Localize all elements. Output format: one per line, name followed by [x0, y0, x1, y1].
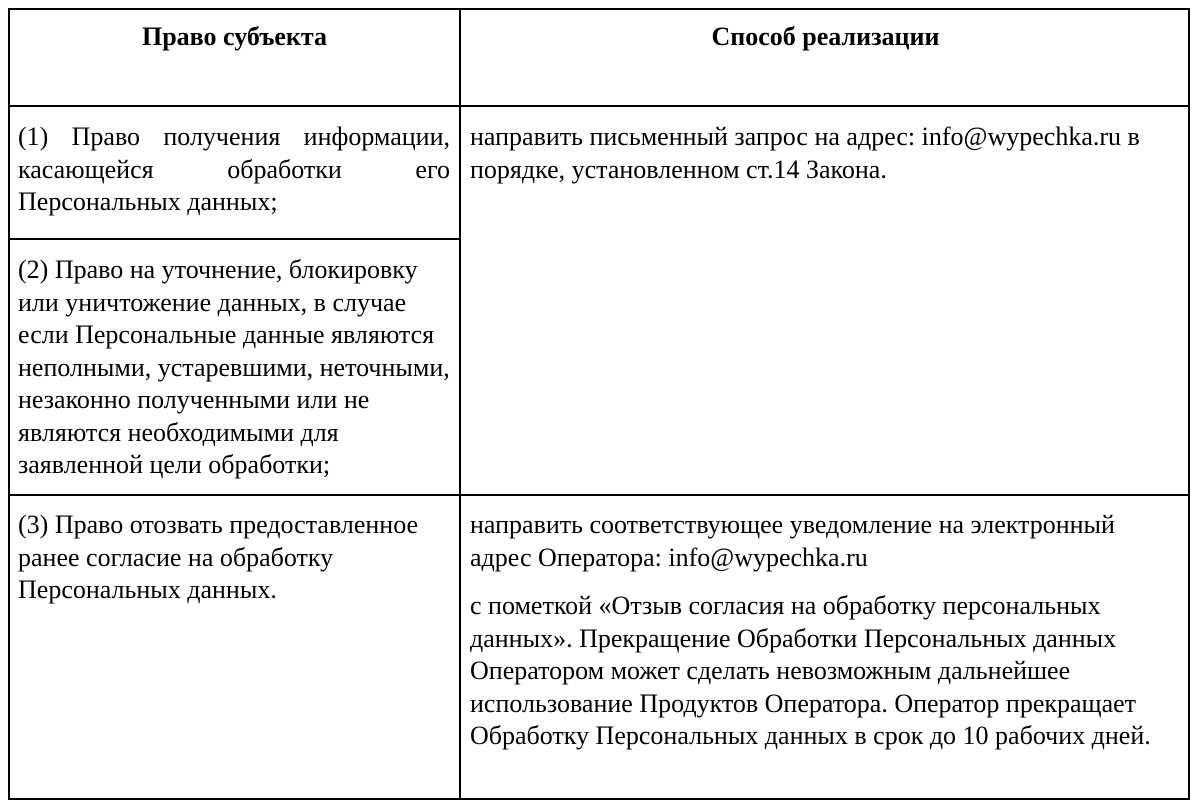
row-1-right-cell: (1) Право получения информации, касающейся обработки его Персональных данных; — [18, 122, 450, 216]
row-3-method-paragraph-2: с пометкой «Отзыв согласия на обработку персональных данных». Прекращение Обработки Персональных данных Оператором может сделать невозможным дальнейшее использование Продуктов Оператора. Оператор прекращает Обработку Персональных данных в срок до 10 рабочих дней. — [470, 591, 1151, 750]
column-divider — [459, 8, 461, 800]
header-right-of-subject: Право субъекта — [141, 22, 328, 51]
row-2-right-cell: (2) Право на уточнение, блокировку или уничтожение данных, в случае если Персональные данные являются неполными, устаревшими, неточными, незаконно полученными или не являются необходимыми для заявленной цели обработки; — [18, 255, 450, 479]
header-row-divider — [8, 105, 1190, 107]
row-3-right-cell: (3) Право отозвать предоставленное ранее согласие на обработку Персональных данных. — [18, 510, 419, 604]
row-3-method-paragraph-1: направить соответствующее уведомление на электронный адрес Оператора: info@wypechka.ru — [470, 510, 1115, 572]
row-1-2-divider — [8, 238, 460, 240]
header-implementation-method: Способ реализации — [711, 22, 940, 51]
row-1-method-cell: направить письменный запрос на адрес: info@wypechka.ru в порядке, установленном ст.14 Закона. — [470, 122, 1140, 184]
row-2-3-divider — [8, 494, 1190, 496]
